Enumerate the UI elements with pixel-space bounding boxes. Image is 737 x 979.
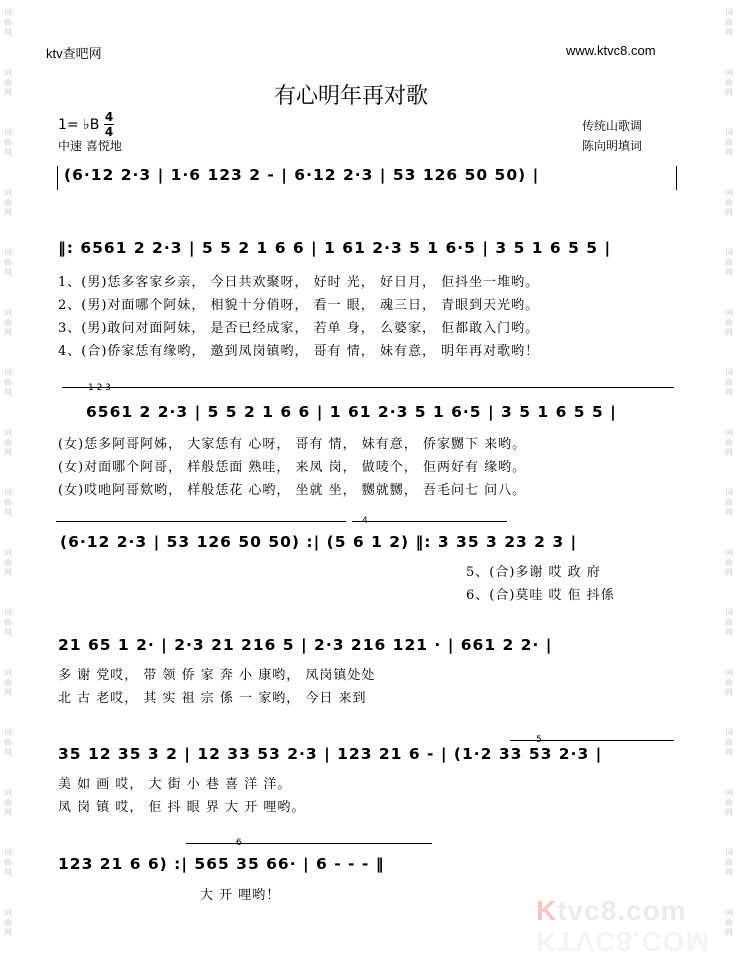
lyric-line: 1、(男)恁多客家乡亲， 今日共欢聚呀， 好时 光， 好日月， 佢抖坐一堆哟。 xyxy=(58,275,540,290)
site-url-right: www.ktvc8.com xyxy=(566,43,656,58)
side-watermark-text: 词曲网 xyxy=(4,428,12,457)
side-watermark-text: 词曲网 xyxy=(4,8,12,37)
side-watermark-text: 词曲网 xyxy=(4,548,12,577)
side-watermark-text: 词曲网 xyxy=(725,548,733,577)
barline xyxy=(57,166,58,190)
side-watermark-text: 词曲网 xyxy=(4,188,12,217)
lyric-line: 2、(男)对面哪个阿妹， 相貌十分俏呀， 看一 眼， 魂三日， 青眼到天光哟。 xyxy=(58,298,540,313)
barline xyxy=(676,166,677,190)
lyric-line: 多 谢 党哎， 带 领 侨 家 奔 小 康哟， 凤岗镇处处 xyxy=(58,668,376,683)
side-watermark-text: 词曲网 xyxy=(725,728,733,757)
time-signature xyxy=(104,111,114,138)
lyric-line: 美 如 画 哎， 大 街 小 巷 喜 洋 洋。 xyxy=(58,777,292,792)
volta-bracket xyxy=(56,521,346,522)
composer-credit: 传统山歌调 xyxy=(582,119,643,133)
notation-row-1: (6·12 2·3 | 1·6 123 2 - | 6·12 2·3 | 53 126 50 50) | xyxy=(64,166,540,184)
side-watermark-text: 词曲网 xyxy=(725,668,733,697)
lyric-line: 凤 岗 镇 哎， 佢 抖 眼 界 大 开 哩哟。 xyxy=(58,800,306,815)
side-watermark-text: 词曲网 xyxy=(4,128,12,157)
side-watermark-text: 词曲网 xyxy=(725,908,733,937)
side-watermark-text: 词曲网 xyxy=(725,308,733,337)
volta-label: 5 xyxy=(536,735,542,745)
side-watermark-text: 词曲网 xyxy=(725,68,733,97)
side-watermark-text: 词曲网 xyxy=(725,188,733,217)
side-watermark-text: 词曲网 xyxy=(725,788,733,817)
site-name-left: ktv查吧网 xyxy=(46,46,102,61)
notation-row-5: 21 65 1 2· | 2·3 21 216 5 | 2·3 216 121 · | 661 2 2· | xyxy=(58,636,553,654)
lyric-line: (女)恁多阿哥阿姊， 大家恁有 心呀， 哥有 情， 妹有意， 侨家嬲下 来哟。 xyxy=(58,437,527,452)
lyric-line: 4、(合)侨家恁有缘哟， 邀到凤岗镇哟， 哥有 情， 妹有意， 明年再对歌哟！ xyxy=(58,344,540,359)
side-watermark-text: 词曲网 xyxy=(4,308,12,337)
lyric-line: 6、(合)莫哇 哎 佢 抖係 xyxy=(466,588,615,603)
volta-bracket xyxy=(62,387,674,388)
volta-bracket xyxy=(352,521,507,522)
side-watermark-text: 词曲网 xyxy=(4,848,12,877)
brand-watermark: Ktvc8.com xyxy=(536,895,687,926)
volta-label: 6 xyxy=(236,838,242,848)
side-watermark-text: 词曲网 xyxy=(4,728,12,757)
volta-bracket xyxy=(510,740,674,741)
side-watermark-text: 词曲网 xyxy=(725,8,733,37)
notation-row-6: 35 12 35 3 2 | 12 33 53 2·3 | 123 21 6 - | (1·2 33 53 2·3 | xyxy=(58,745,603,763)
side-watermark-text: 词曲网 xyxy=(4,608,12,637)
lyric-line: 5、(合)多谢 哎 政 府 xyxy=(466,565,601,580)
lyric-line: (女)哎吔阿哥欸哟， 样般恁花 心哟， 坐就 坐， 嬲就嬲， 吾毛问七 问八。 xyxy=(58,483,527,498)
side-watermark-text: 词曲网 xyxy=(4,908,12,937)
side-watermark-text: 词曲网 xyxy=(725,128,733,157)
side-watermark-text: 词曲网 xyxy=(4,488,12,517)
side-watermark-text: 词曲网 xyxy=(4,368,12,397)
notation-row-3: 6561 2 2·3 | 5 5 2 1 6 6 | 1 61 2·3 5 1 6·5 | 3 5 1 6 5 5 | xyxy=(86,403,617,421)
volta-bracket xyxy=(186,843,432,844)
tempo-marking: 中速 喜悦地 xyxy=(58,139,122,153)
volta-label: 4 xyxy=(362,516,368,526)
side-watermark-text: 词曲网 xyxy=(725,248,733,277)
notation-row-4: (6·12 2·3 | 53 126 50 50) :| (5 6 1 2) ‖: 3 35 3 23 2 3 | xyxy=(60,533,578,551)
time-top: 4 xyxy=(104,110,114,124)
notation-row-7: 123 21 6 6) :| 565 35 66· | 6 - - - ‖ xyxy=(58,855,385,873)
side-watermark-text: 词曲网 xyxy=(725,428,733,457)
side-watermark-text: 词曲网 xyxy=(725,368,733,397)
lyric-line: (女)对面哪个阿哥， 样般恁面 熟哇， 来凤 岗， 做唛个， 佢两好有 缘哟。 xyxy=(58,460,527,475)
side-watermark-text: 词曲网 xyxy=(725,848,733,877)
side-watermark-text: 词曲网 xyxy=(4,788,12,817)
lyric-line: 大 开 哩哟！ xyxy=(200,888,281,903)
lyricist-credit: 陈向明填词 xyxy=(582,139,643,153)
side-watermark-text: 词曲网 xyxy=(4,248,12,277)
lyric-line: 北 古 老哎， 其 实 祖 宗 係 一 家哟， 今日 来到 xyxy=(58,691,367,706)
side-watermark-text: 词曲网 xyxy=(4,68,12,97)
volta-label: 1 2 3 xyxy=(88,383,111,393)
side-watermark-text: 词曲网 xyxy=(725,608,733,637)
right-watermark-strip xyxy=(721,0,737,979)
left-watermark-strip xyxy=(0,0,16,979)
side-watermark-text: 词曲网 xyxy=(4,668,12,697)
song-title: 有心明年再对歌 xyxy=(274,84,429,109)
brand-watermark-reflection: KTVC8.COM xyxy=(536,926,710,957)
time-bottom: 4 xyxy=(104,125,114,139)
side-watermark-text: 词曲网 xyxy=(725,488,733,517)
key-signature: 1= ♭B xyxy=(58,117,100,133)
lyric-line: 3、(男)敢问对面阿妹， 是否已经成家， 若单 身， 么婆家， 佢都敢入门哟。 xyxy=(58,321,540,336)
notation-row-2: ‖: 6561 2 2·3 | 5 5 2 1 6 6 | 1 61 2·3 5 1 6·5 | 3 5 1 6 5 5 | xyxy=(58,239,612,257)
